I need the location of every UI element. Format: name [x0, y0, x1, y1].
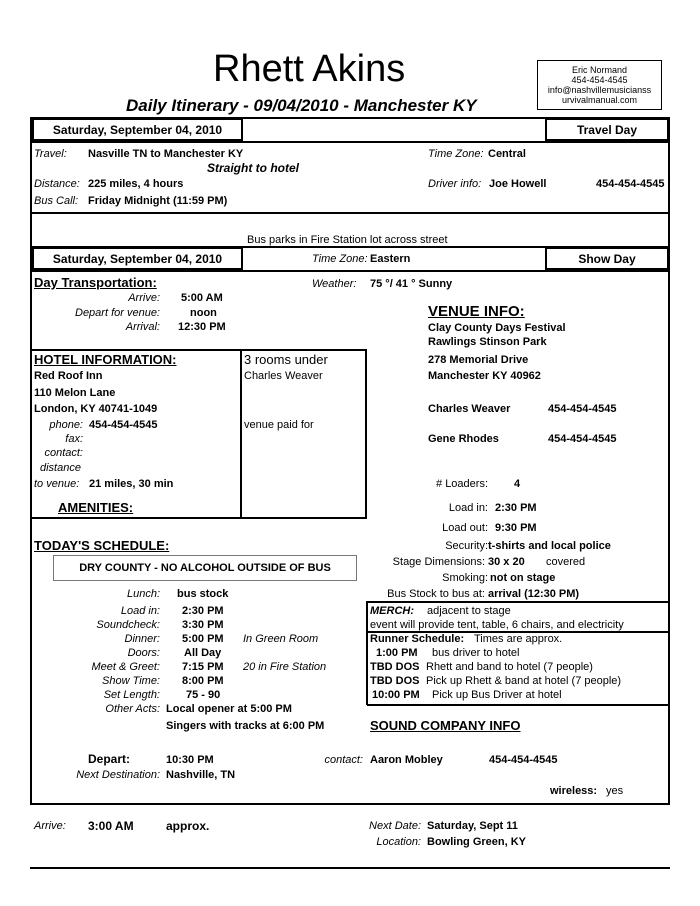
schedule-row-value: 5:00 PM [182, 633, 224, 645]
contact-email-cont: urvivalmanual.com [561, 95, 638, 105]
sound-title: SOUND COMPANY INFO [370, 718, 521, 733]
runner-task: Pick up Rhett & band at hotel (7 people) [426, 675, 622, 687]
hotel-tovenue-value: 21 miles, 30 min [89, 478, 174, 490]
venue-city: Manchester KY 40962 [428, 370, 541, 382]
schedule-row-value: Local opener at 5:00 PM [166, 703, 292, 715]
travel-note: Straight to hotel [207, 161, 299, 175]
sound-contact-phone: 454-454-4545 [489, 754, 558, 766]
wireless-label: wireless: [550, 785, 598, 797]
schedule-row-label: Meet & Greet: [91, 661, 160, 673]
divider [240, 349, 242, 517]
loadin-label: Load in: [448, 502, 488, 514]
show-daytype-box [545, 247, 669, 270]
show-timezone-value: Eastern [370, 253, 411, 265]
stage-value: 30 x 20 [488, 556, 525, 568]
runner-time: TBD DOS [370, 675, 420, 687]
hotel-name: Red Roof Inn [34, 370, 103, 382]
hotel-distance-label: distance [40, 462, 81, 474]
transport-depart-label: Depart for venue: [75, 307, 160, 319]
schedule-row-label: Show Time: [102, 675, 160, 687]
loadout-value: 9:30 PM [495, 522, 537, 534]
venue-address: 278 Memorial Drive [428, 354, 529, 366]
weather-value: 75 °/ 41 ° Sunny [370, 278, 453, 290]
travel-day-type: Travel Day [576, 123, 638, 137]
schedule-row-value: All Day [184, 647, 222, 659]
divider [30, 517, 367, 519]
location-label: Location: [376, 836, 421, 848]
hotel-city: London, KY 40741-1049 [34, 403, 158, 415]
divider [668, 117, 670, 805]
next-destination-value: Nashville, TN [166, 769, 236, 781]
venue-title: VENUE INFO: [428, 303, 525, 320]
divider [366, 601, 368, 705]
divider [30, 349, 367, 351]
travel-daytype-box [545, 118, 669, 141]
hotel-rooms: 3 rooms under [244, 352, 328, 367]
distance-label: Distance: [34, 178, 80, 190]
divider [365, 349, 367, 517]
divider [367, 704, 668, 706]
schedule-row-value: 2:30 PM [182, 605, 224, 617]
buscall-label: Bus Call: [34, 195, 79, 207]
timezone-value: Central [488, 148, 526, 160]
hotel-title: HOTEL INFORMATION: [34, 352, 177, 367]
footer-approx: approx. [166, 819, 210, 833]
sound-contact-name: Aaron Mobley [370, 754, 443, 766]
travel-date: Saturday, September 04, 2010 [52, 123, 223, 137]
stage-label: Stage Dimensions: [392, 556, 485, 568]
runner-task: Pick up Bus Driver at hotel [432, 689, 562, 701]
busstock-label: Bus Stock to bus at: [387, 588, 485, 600]
hotel-contact-label: contact: [44, 447, 83, 459]
schedule-row-label: Load in: [120, 605, 160, 617]
show-date: Saturday, September 04, 2010 [52, 252, 223, 266]
driver-label: Driver info: [428, 178, 482, 190]
runner-time: TBD DOS [370, 661, 420, 673]
schedule-title: TODAY'S SCHEDULE: [34, 538, 170, 553]
loadout-label: Load out: [442, 522, 488, 534]
schedule-row-value: 75 - 90 [186, 689, 221, 701]
schedule-row-note: 20 in Fire Station [243, 661, 327, 673]
divider [30, 117, 32, 805]
schedule-row-label: Set Length: [103, 689, 160, 701]
travel-date-box [32, 118, 243, 141]
runner-time: 10:00 PM [372, 689, 420, 701]
divider [30, 141, 670, 143]
singers-note: Singers with tracks at 6:00 PM [166, 720, 325, 732]
day-transport-title: Day Transportation: [34, 275, 157, 290]
busstock-value: arrival (12:30 PM) [488, 588, 580, 600]
travel-value: Nasville TN to Manchester KY [88, 148, 244, 160]
distance-value: 225 miles, 4 hours [88, 178, 184, 190]
venue-contact-phone: 454-454-4545 [548, 403, 617, 415]
merch-line2: event will provide tent, table, 6 chairs, and electricity [370, 619, 624, 631]
runner-task: Rhett and band to hotel (7 people) [426, 661, 593, 673]
loaders-value: 4 [514, 478, 521, 490]
smoking-value: not on stage [490, 572, 556, 584]
runner-time: 1:00 PM [376, 647, 418, 659]
divider [367, 601, 668, 603]
schedule-row-label: Doors: [127, 647, 160, 659]
contact-phone: 454-454-4545 [571, 75, 628, 85]
timezone-label: Time Zone: [428, 148, 484, 160]
location-value: Bowling Green, KY [427, 836, 527, 848]
merch-line1: adjacent to stage [427, 605, 511, 617]
amenities-title: AMENITIES: [58, 500, 134, 515]
hotel-address: 110 Melon Lane [34, 387, 116, 399]
page-subtitle: Daily Itinerary - 09/04/2010 - Manchester KY [126, 96, 477, 115]
dry-county-notice [53, 555, 357, 581]
smoking-label: Smoking: [442, 572, 488, 584]
divider [30, 867, 670, 869]
hotel-phone-label: phone: [49, 419, 83, 431]
hotel-rooms-name: Charles Weaver [244, 370, 323, 382]
sound-contact-label: contact: [324, 754, 363, 766]
bus-parks-note: Bus parks in Fire Station lot across street [247, 234, 448, 246]
schedule-row-note: In Green Room [243, 633, 319, 645]
schedule-row-value: 8:00 PM [182, 675, 224, 687]
stage-note: covered [546, 556, 586, 568]
next-destination-label: Next Destination: [76, 769, 160, 781]
driver-phone: 454-454-4545 [596, 178, 665, 190]
transport-arrival-label: Arrival: [125, 321, 160, 333]
travel-label: Travel: [34, 148, 67, 160]
footer-arrive-value: 3:00 AM [88, 819, 134, 833]
contact-name: Eric Normand [571, 65, 627, 75]
driver-name: Joe Howell [489, 178, 547, 190]
divider [30, 270, 670, 272]
show-timezone-label: Time Zone: [312, 253, 368, 265]
wireless-value: yes [606, 785, 624, 797]
weather-label: Weather: [312, 278, 357, 290]
show-date-box [32, 247, 243, 270]
venue-contact-name: Charles Weaver [428, 403, 511, 415]
schedule-row-label: Dinner: [124, 633, 160, 645]
footer-arrive-label: Arrive: [34, 820, 66, 832]
security-value: t-shirts and local police [488, 540, 611, 552]
contact-box [537, 60, 662, 110]
contact-email: info@nashvillemusicianss [547, 85, 652, 95]
schedule-row-label: Soundcheck: [96, 619, 160, 631]
depart-label: Depart: [88, 752, 131, 766]
schedule-row-value: 3:30 PM [182, 619, 224, 631]
merch-label: MERCH: [370, 605, 414, 617]
schedule-row-value: bus stock [177, 588, 229, 600]
venue-name: Clay County Days Festival [428, 322, 566, 334]
page-title: Rhett Akins [213, 48, 406, 90]
next-date-value: Saturday, Sept 11 [427, 820, 518, 832]
schedule-row-label: Lunch: [126, 588, 160, 600]
transport-arrive-value: 5:00 AM [181, 292, 223, 304]
dry-county-text: DRY COUNTY - NO ALCOHOL OUTSIDE OF BUS [79, 562, 331, 574]
depart-value: 10:30 PM [166, 754, 214, 766]
hotel-fax-label: fax: [65, 433, 83, 445]
schedule-row-label: Other Acts: [105, 703, 160, 715]
runner-label: Runner Schedule: [370, 633, 465, 645]
transport-arrival-value: 12:30 PM [178, 321, 226, 333]
venue-contact-name: Gene Rhodes [428, 433, 499, 445]
show-day-type: Show Day [578, 252, 636, 266]
divider [30, 212, 670, 214]
runner-note: Times are approx. [474, 633, 563, 645]
security-label: Security: [445, 540, 488, 552]
schedule-row-value: 7:15 PM [182, 661, 224, 673]
venue-park: Rawlings Stinson Park [428, 336, 547, 348]
hotel-tovenue-label: to venue: [34, 478, 80, 490]
transport-depart-value: noon [190, 307, 217, 319]
loadin-value: 2:30 PM [495, 502, 537, 514]
venue-contact-phone: 454-454-4545 [548, 433, 617, 445]
runner-task: bus driver to hotel [432, 647, 520, 659]
buscall-value: Friday Midnight (11:59 PM) [88, 195, 228, 207]
divider [30, 803, 670, 805]
hotel-phone-value: 454-454-4545 [89, 419, 158, 431]
next-date-label: Next Date: [369, 820, 421, 832]
hotel-paid: venue paid for [244, 419, 314, 431]
transport-arrive-label: Arrive: [128, 292, 160, 304]
loaders-label: # Loaders: [436, 478, 488, 490]
